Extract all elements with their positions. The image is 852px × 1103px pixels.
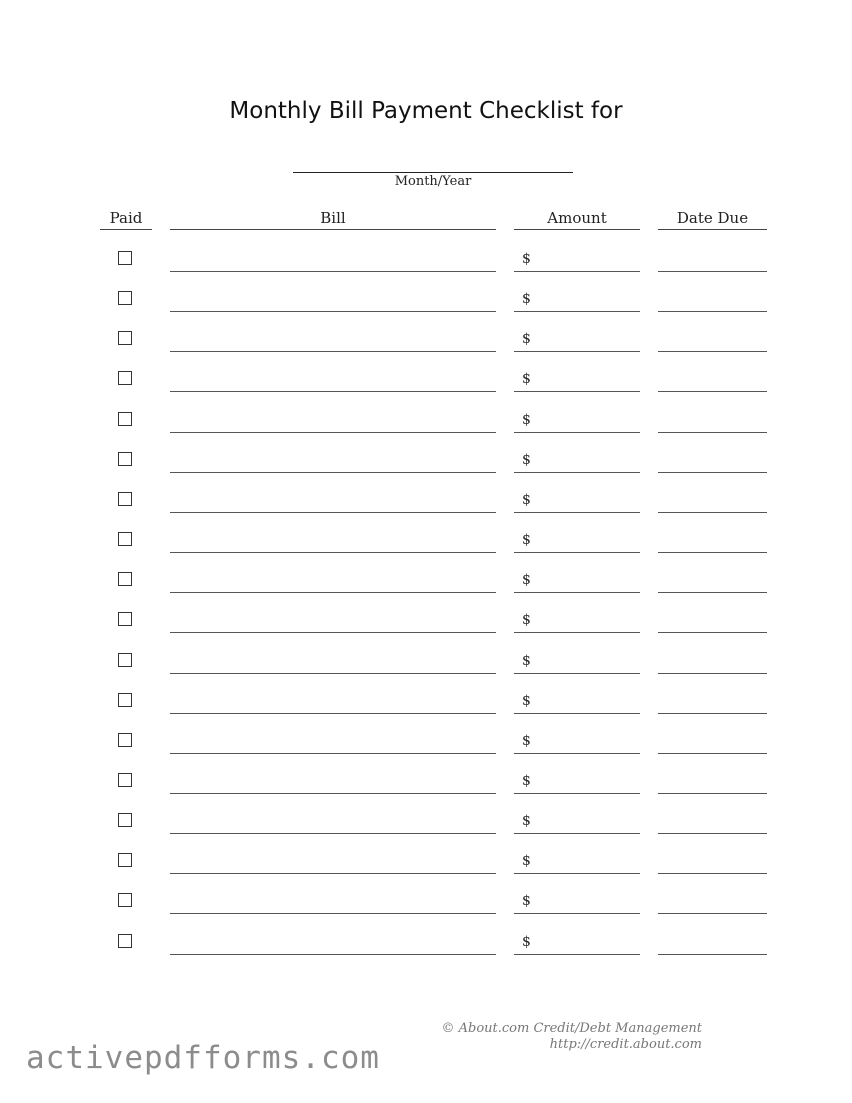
currency-symbol: $ <box>522 652 531 669</box>
paid-checkbox[interactable] <box>118 532 132 546</box>
bill-field[interactable] <box>170 713 496 714</box>
currency-symbol: $ <box>522 612 531 629</box>
amount-field[interactable] <box>514 472 640 473</box>
paid-checkbox[interactable] <box>118 452 132 466</box>
currency-symbol: $ <box>522 893 531 910</box>
currency-symbol: $ <box>522 772 531 789</box>
column-header-bill: Bill <box>320 209 346 227</box>
column-header-paid: Paid <box>109 209 143 227</box>
bill-field[interactable] <box>170 472 496 473</box>
paid-checkbox[interactable] <box>118 773 132 787</box>
paid-checkbox[interactable] <box>118 893 132 907</box>
paid-checkbox[interactable] <box>118 251 132 265</box>
table-row <box>0 403 852 443</box>
amount-field[interactable] <box>514 351 640 352</box>
paid-checkbox[interactable] <box>118 733 132 747</box>
column-header-paid-rule <box>100 229 152 230</box>
credit-line-copyright: © About.com Credit/Debt Management <box>441 1021 702 1036</box>
paid-checkbox[interactable] <box>118 934 132 948</box>
date-due-field[interactable] <box>658 753 767 754</box>
bill-field[interactable] <box>170 311 496 312</box>
table-row <box>0 724 852 764</box>
currency-symbol: $ <box>522 732 531 749</box>
amount-field[interactable] <box>514 913 640 914</box>
date-due-field[interactable] <box>658 271 767 272</box>
column-header-amount: Amount <box>547 209 607 227</box>
date-due-field[interactable] <box>658 954 767 955</box>
bill-field[interactable] <box>170 793 496 794</box>
table-row <box>0 644 852 684</box>
date-due-field[interactable] <box>658 432 767 433</box>
date-due-field[interactable] <box>658 391 767 392</box>
column-header-amount-rule <box>514 229 640 230</box>
date-due-field[interactable] <box>658 472 767 473</box>
bill-field[interactable] <box>170 913 496 914</box>
amount-field[interactable] <box>514 873 640 874</box>
currency-symbol: $ <box>522 491 531 508</box>
paid-checkbox[interactable] <box>118 853 132 867</box>
table-row <box>0 483 852 523</box>
bill-field[interactable] <box>170 753 496 754</box>
amount-field[interactable] <box>514 713 640 714</box>
currency-symbol: $ <box>522 331 531 348</box>
currency-symbol: $ <box>522 813 531 830</box>
currency-symbol: $ <box>522 933 531 950</box>
currency-symbol: $ <box>522 371 531 388</box>
table-row <box>0 242 852 282</box>
amount-field[interactable] <box>514 432 640 433</box>
bill-field[interactable] <box>170 873 496 874</box>
date-due-field[interactable] <box>658 873 767 874</box>
currency-symbol: $ <box>522 853 531 870</box>
date-due-field[interactable] <box>658 913 767 914</box>
amount-field[interactable] <box>514 552 640 553</box>
bill-field[interactable] <box>170 391 496 392</box>
currency-symbol: $ <box>522 291 531 308</box>
table-row <box>0 925 852 965</box>
paid-checkbox[interactable] <box>118 653 132 667</box>
date-due-field[interactable] <box>658 833 767 834</box>
amount-field[interactable] <box>514 954 640 955</box>
currency-symbol: $ <box>522 411 531 428</box>
currency-symbol: $ <box>522 692 531 709</box>
date-due-field[interactable] <box>658 632 767 633</box>
table-row <box>0 563 852 603</box>
column-header-bill-rule <box>170 229 496 230</box>
bill-field[interactable] <box>170 271 496 272</box>
amount-field[interactable] <box>514 311 640 312</box>
currency-symbol: $ <box>522 532 531 549</box>
table-row <box>0 804 852 844</box>
page-title: Monthly Bill Payment Checklist for <box>229 98 623 124</box>
date-due-field[interactable] <box>658 713 767 714</box>
bill-field[interactable] <box>170 833 496 834</box>
amount-field[interactable] <box>514 271 640 272</box>
bill-field[interactable] <box>170 673 496 674</box>
bill-field[interactable] <box>170 954 496 955</box>
paid-checkbox[interactable] <box>118 331 132 345</box>
bill-field[interactable] <box>170 632 496 633</box>
amount-field[interactable] <box>514 673 640 674</box>
amount-field[interactable] <box>514 793 640 794</box>
amount-field[interactable] <box>514 391 640 392</box>
paid-checkbox[interactable] <box>118 693 132 707</box>
paid-checkbox[interactable] <box>118 371 132 385</box>
amount-field[interactable] <box>514 592 640 593</box>
currency-symbol: $ <box>522 251 531 267</box>
currency-symbol: $ <box>522 451 531 468</box>
currency-symbol: $ <box>522 572 531 589</box>
column-header-date-due: Date Due <box>676 209 749 227</box>
bill-field[interactable] <box>170 432 496 433</box>
amount-field[interactable] <box>514 632 640 633</box>
date-due-field[interactable] <box>658 351 767 352</box>
paid-checkbox[interactable] <box>118 412 132 426</box>
column-header-date-due-rule <box>658 229 767 230</box>
date-due-field[interactable] <box>658 673 767 674</box>
table-row <box>0 603 852 643</box>
date-due-field[interactable] <box>658 793 767 794</box>
date-due-field[interactable] <box>658 552 767 553</box>
paid-checkbox[interactable] <box>118 492 132 506</box>
month-year-field[interactable] <box>293 172 573 173</box>
credit-notice <box>441 1021 702 1053</box>
credit-line-url[interactable]: http://credit.about.com <box>549 1037 702 1052</box>
table-row <box>0 443 852 483</box>
bill-field[interactable] <box>170 592 496 593</box>
bill-field[interactable] <box>170 351 496 352</box>
date-due-field[interactable] <box>658 311 767 312</box>
amount-field[interactable] <box>514 833 640 834</box>
paid-checkbox[interactable] <box>118 291 132 305</box>
paid-checkbox[interactable] <box>118 612 132 626</box>
table-row <box>0 684 852 724</box>
table-row <box>0 844 852 884</box>
bill-field[interactable] <box>170 512 496 513</box>
date-due-field[interactable] <box>658 592 767 593</box>
paid-checkbox[interactable] <box>118 572 132 586</box>
date-due-field[interactable] <box>658 512 767 513</box>
amount-field[interactable] <box>514 753 640 754</box>
paid-checkbox[interactable] <box>118 813 132 827</box>
table-row <box>0 362 852 402</box>
table-row <box>0 764 852 804</box>
watermark: activepdfforms.com <box>26 1040 380 1076</box>
bill-field[interactable] <box>170 552 496 553</box>
amount-field[interactable] <box>514 512 640 513</box>
table-row <box>0 523 852 563</box>
table-row <box>0 884 852 924</box>
table-row <box>0 322 852 362</box>
table-row <box>0 282 852 322</box>
month-year-label: Month/Year <box>394 174 472 189</box>
